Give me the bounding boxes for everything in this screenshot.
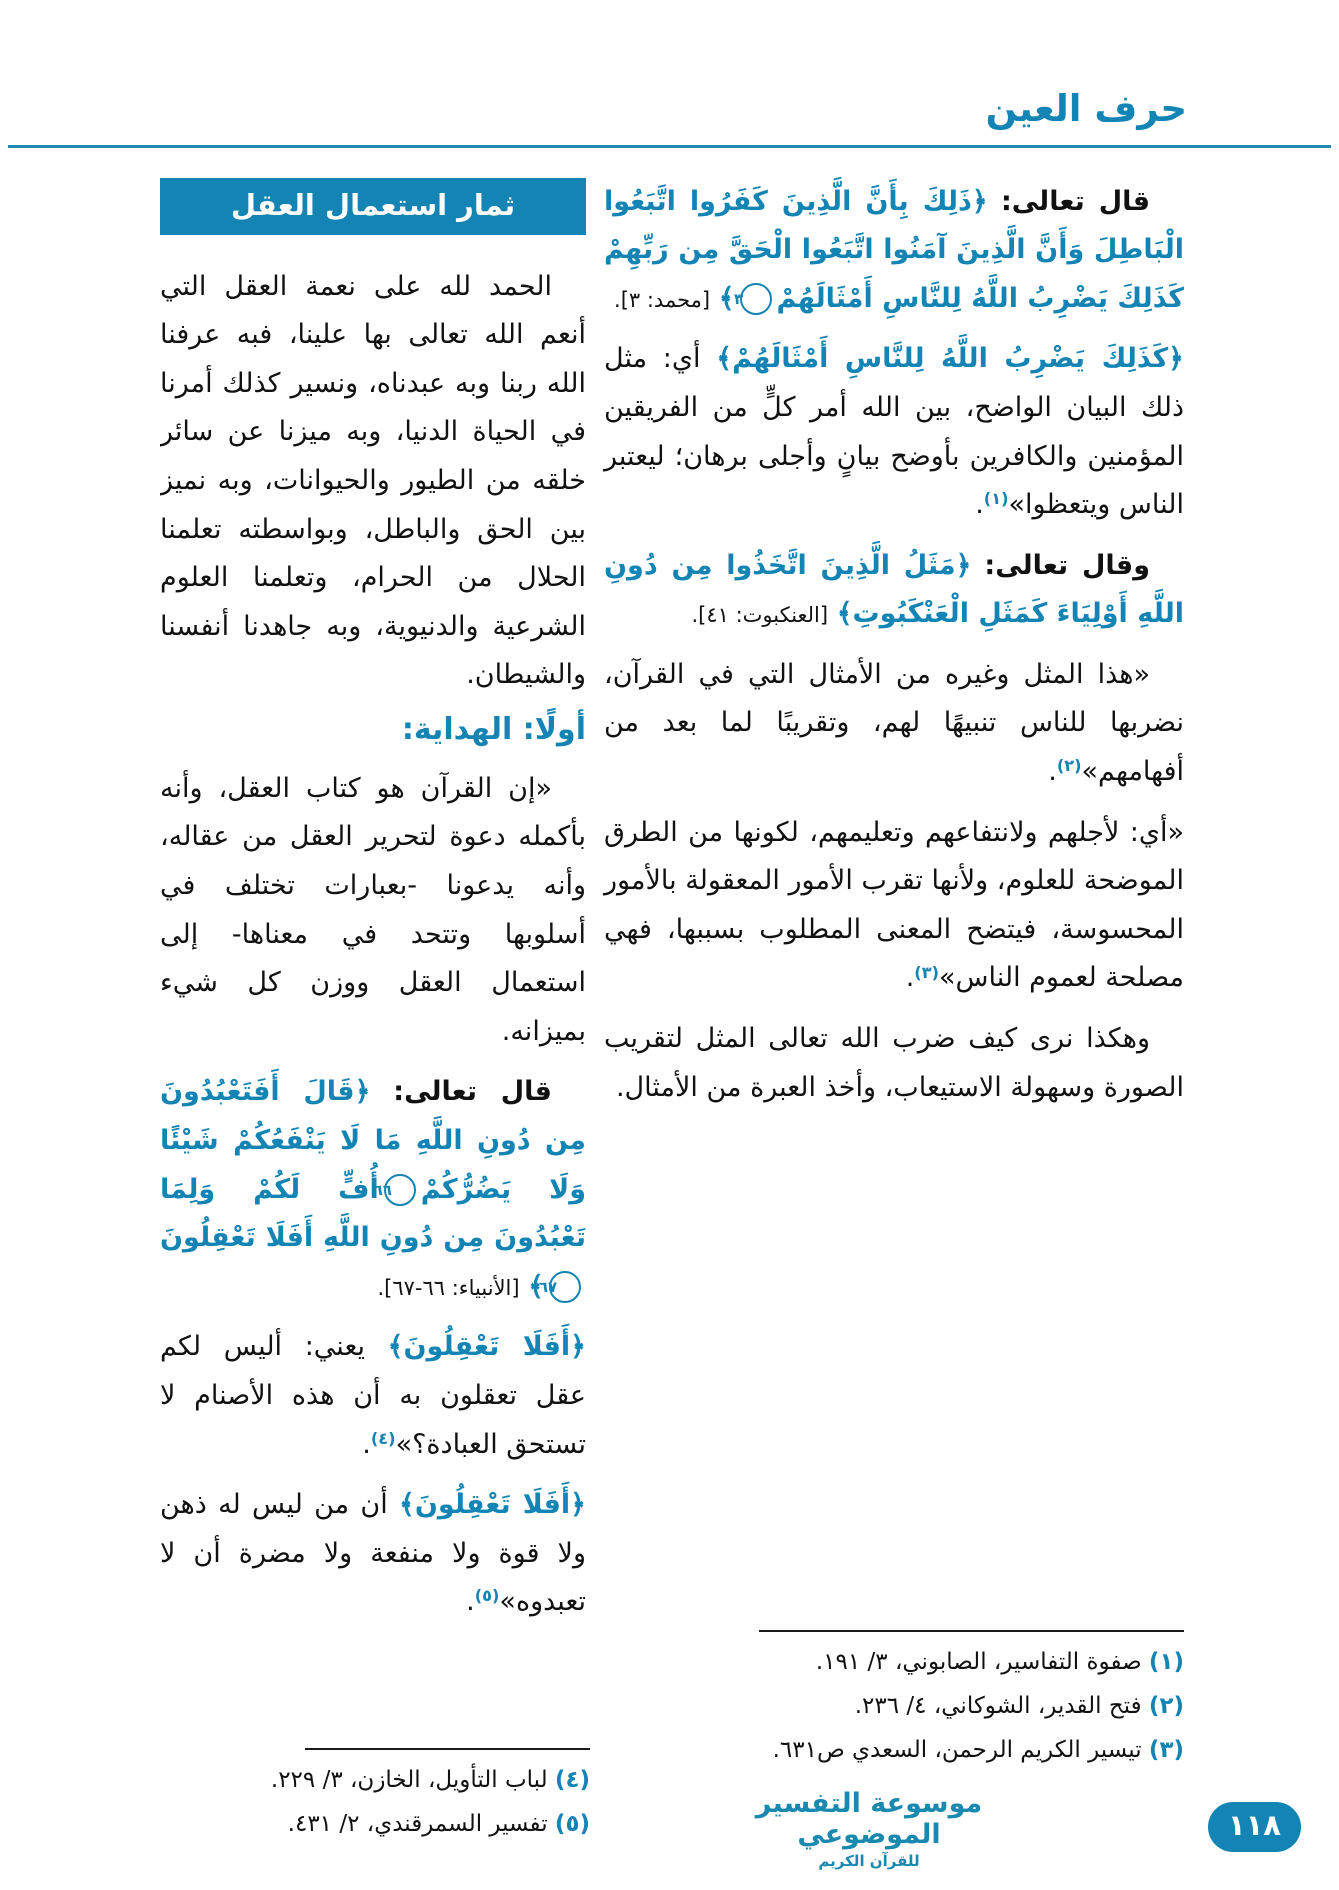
commentary-text: أن من ليس له ذهن ولا قوة ولا منفعة ولا مضرة أن لا تعبدوه» (160, 1489, 586, 1618)
ayah-number-circle: ٣ (740, 283, 772, 315)
commentary-text: أي: مثل ذلك البيان الواضح، بين الله أمر كلٍّ من الفريقين المؤمنين والكافرين بأوضح بيانٍ وأجلى برهان؛ ليعتبر الناس ويتعظوا» (604, 343, 1184, 521)
logo-title: موسوعة التفسير الموضوعي (755, 1787, 983, 1850)
publisher-calligraphy-logo (734, 1788, 1004, 1870)
footnote-marker: (٣) (1148, 1736, 1184, 1763)
quran-bracket-close: ﴾ (528, 1270, 544, 1302)
sentence-period: . (905, 962, 915, 994)
footnote-item (604, 1644, 1184, 1682)
verse-paragraph-ankabut (604, 542, 1184, 639)
verse-intro: قال تعالى: (393, 1076, 552, 1108)
quran-verse-text: ﴿ذَلِكَ بِأَنَّ الَّذِينَ كَفَرُوا اتَّبَعُوا الْبَاطِلَ وَأَنَّ الَّذِينَ آمَنُوا اتَّبَعُوا الْحَقَّ مِن رَبِّهِمْ كَذَلِكَ يَضْرِبُ اللَّهُ لِلنَّاسِ أَمْثَالَهُمْ (604, 185, 1184, 314)
body-text: «إن القرآن هو كتاب العقل، وأنه بأكمله دعوة لتحرير العقل من عقاله، وأنه يدعونا -بعبارات تختلف في أسلوبها وتتحد في معناها- إلى استعمال العقل ووزن كل شيء بميزانه. (160, 772, 586, 1047)
footnotes-right (604, 1630, 1184, 1776)
footnote-text: تفسير السمرقندي، ٢/ ٤٣١. (287, 1810, 548, 1837)
commentary-text: «أي: لأجلهم ولانتفاعهم وتعليمهم، لكونها من الطرق الموضحة للعلوم، ولأنها تقرب الأمور المعقولة بالأمور المحسوسة، فيتضح المعنى المطلوب بسببها، فهي مصلحة لعموم الناس» (604, 816, 1184, 994)
section-title: ثمار استعمال العقل (230, 187, 516, 222)
commentary-paragraph (160, 1323, 586, 1469)
commentary-paragraph (604, 335, 1184, 529)
verse-paragraph-muhammad (604, 178, 1184, 324)
quote-paragraph (160, 765, 586, 1057)
chapter-title: حرف العين (985, 87, 1187, 130)
sentence-period: . (975, 489, 984, 521)
footnotes-left (160, 1748, 590, 1850)
footnote-separator-rule (759, 1630, 1184, 1632)
ayah-number-circle: ٦٦ (384, 1174, 416, 1206)
commentary-paragraph (604, 809, 1184, 1003)
commentary-text: «هذا المثل وغيره من الأمثال التي في القرآن، نضربها للناس تنبيهًا لهم، وتقريبًا لما بعد من أفهامهم» (604, 658, 1184, 788)
quran-verse-text: أُفٍّ لَكُمْ وَلِمَا تَعْبُدُونَ مِن دُونِ اللَّهِ أَفَلَا تَعْقِلُونَ (160, 1173, 586, 1254)
footnote-marker: (٥) (554, 1810, 590, 1837)
verse-reference: [محمد: ٣]. (614, 287, 711, 312)
verse-intro: وقال تعالى: (984, 549, 1150, 581)
footnote-reference-mark: (٥) (474, 1586, 500, 1606)
commentary-text: يعني: أليس لكم عقل تعقلون به أن هذه الأصنام لا تستحق العبادة؟» (160, 1331, 586, 1460)
footnote-marker: (٢) (1148, 1692, 1184, 1719)
footnote-item (604, 1732, 1184, 1770)
left-column (160, 178, 586, 1639)
quran-inline-quote: ﴿أَفَلَا تَعْقِلُونَ﴾ (399, 1489, 586, 1521)
sentence-period: . (466, 1586, 475, 1618)
verse-reference: [العنكبوت: ٤١]. (691, 603, 829, 628)
footnote-reference-mark: (٤) (370, 1428, 396, 1448)
page-number-badge: ١١٨ (1208, 1802, 1301, 1852)
quran-verse-text: ﴿مَثَلُ الَّذِينَ اتَّخَذُوا مِن دُونِ اللَّهِ أَوْلِيَاءَ كَمَثَلِ الْعَنْكَبُوتِ﴾ (604, 549, 1184, 630)
commentary-text: وهكذا نرى كيف ضرب الله تعالى المثل لتقريب الصورة وسهولة الاستيعاب، وأخذ العبرة من الأمثال. (604, 1023, 1184, 1103)
footnote-marker: (١) (1148, 1649, 1184, 1675)
footnote-reference-mark: (٣) (914, 962, 939, 982)
verse-reference: [الأنبياء: ٦٦-٦٧]. (377, 1275, 520, 1300)
footnote-text: تيسير الكريم الرحمن، السعدي ص٦٣١. (772, 1736, 1142, 1763)
page-body (160, 148, 1184, 1693)
section-title-box (160, 178, 586, 235)
footnote-reference-mark: (١) (983, 489, 1009, 509)
sentence-period: . (362, 1428, 371, 1460)
logo-subtitle: للقرآن الكريم (818, 1852, 920, 1870)
footnote-separator-rule (305, 1748, 590, 1750)
right-column (604, 178, 1184, 1125)
footnote-marker: (٤) (554, 1767, 590, 1793)
footnote-text: لباب التأويل، الخازن، ٣/ ٢٢٩. (270, 1767, 548, 1793)
opening-paragraph (160, 263, 586, 700)
verse-paragraph-anbiya (160, 1068, 586, 1311)
footnote-reference-mark: (٢) (1056, 756, 1082, 776)
commentary-paragraph (604, 651, 1184, 797)
quran-inline-quote: ﴿كَذَلِكَ يَضْرِبُ اللَّهُ لِلنَّاسِ أَمْثَالَهُمْ﴾ (716, 343, 1184, 375)
quran-inline-quote: ﴿أَفَلَا تَعْقِلُونَ﴾ (387, 1331, 587, 1363)
footnote-text: فتح القدير، الشوكاني، ٤/ ٢٣٦. (854, 1692, 1142, 1719)
footnote-text: صفوة التفاسير، الصابوني، ٣/ ١٩١. (815, 1649, 1142, 1675)
sentence-period: . (1048, 756, 1057, 788)
ayah-number-circle: ٦٧ (549, 1271, 581, 1303)
footnote-item (604, 1688, 1184, 1726)
footnote-item (160, 1762, 590, 1800)
closing-paragraph (604, 1015, 1184, 1112)
quran-bracket-close: ﴾ (718, 282, 735, 314)
quran-verse-text: ﴿قَالَ أَفَتَعْبُدُونَ مِن دُونِ اللَّهِ مَا لَا يَنْفَعُكُمْ شَيْئًا وَلَا يَضُرُّكُمْ (160, 1076, 587, 1205)
footnote-item (160, 1806, 590, 1844)
commentary-paragraph (160, 1481, 586, 1627)
subheading-guidance: أولًا: الهداية: (401, 711, 586, 747)
page-header (0, 0, 1339, 148)
verse-intro: قال تعالى: (1000, 185, 1150, 217)
body-text: الحمد لله على نعمة العقل التي أنعم الله تعالى بها علينا، فبه عرفنا الله ربنا وبه عبدناه، ونسير كذلك أمرنا في الحياة الدنيا، وبه ميزنا عن سائر خلقه من الطيور والحيوانات، وبه نميز بين الحق والباطل، وبواسطته تعلمنا الحلال من الحرام، وتعلمنا العلوم الشرعية والدنيوية، وبه جاهدنا أنفسنا والشيطان. (160, 270, 586, 691)
